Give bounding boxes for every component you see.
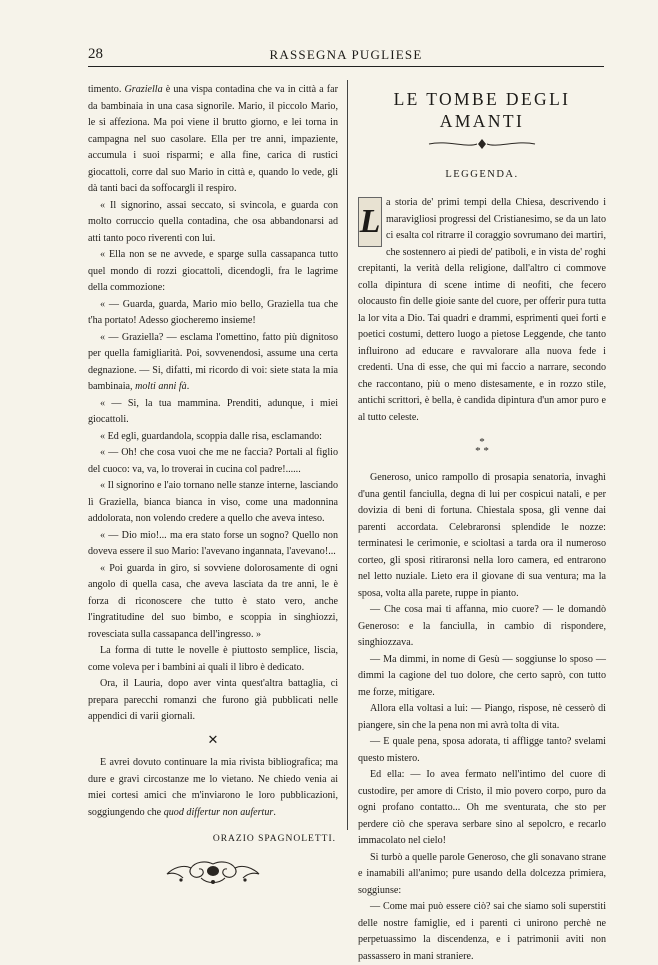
right-paragraph: Generoso, unico rampollo di prosapia senatoria, invaghì d'una gentil fanciulla, degna di lui per cospicui natali, e per dovizia di beni di fortuna. Chiestala sposa, gli venne dai parenti accordata. Celebraronsi splendide le nozze: terminatesi le cerimonie, e scioltasi a tarda ora il numeroso corteo, gli sposi ritiraronsi nella loro camera, ed entrarono nel letto nuziale. Lieto era il giovane di sua ventura; ma la sposa, volta alla parete, ruppe in pianto. [358, 472, 606, 599]
left-paragraph [88, 330, 338, 396]
text-run: timento. [88, 84, 125, 95]
section-separator: ✕ [207, 731, 219, 747]
article-title: LE TOMBE DEGLI AMANTI [393, 89, 571, 131]
left-paragraph: La forma di tutte le novelle è piuttosto semplice, liscia, come voleva per i bambini ai quali il libro è dedicato. [88, 645, 338, 673]
page-number: 28 [88, 46, 103, 62]
italic-text: Graziella [124, 84, 163, 95]
text-run: E avrei dovuto continuare la mia rivista bibliografica; ma dure e gravi circostanze me lo vietano. Ne chiedo venia ai miei cortesi amici che m'inviarono le loro pubblicazioni, soggiungendo che [88, 757, 338, 818]
text-run: . [186, 381, 190, 392]
right-column [358, 82, 606, 965]
left-paragraph: « — Dio mio!... ma era stato forse un sogno? Quello non doveva essere il suo Mario: l'avevano ingannata, l'avevano!... [88, 529, 338, 557]
left-column [88, 82, 338, 894]
left-paragraph: « — Guarda, guarda, Mario mio bello, Graziella tua che t'ha portato! Adesso giocheremo insieme! [88, 298, 338, 326]
asterism-separator [358, 438, 606, 456]
asterism-top: * [479, 436, 485, 448]
running-title: RASSEGNA PUGLIESE [269, 47, 423, 62]
right-paragraph: Allora ella voltasi a lui: — Piango, rispose, nè cesserò di piangere, sin che la pena non mi avrà tolta di vita. [358, 703, 606, 731]
text-run: è una vispa contadina che va in città a far da bambinaia in una casa signorile. Mario, il piccolo Mario, le si affeziona. Ma poi viene il brutto giorno, e lei torna in campagna nel suo casolare. Ella per tre anni, impaziente, accumula i suoi risparmi; e alla fine, carica di rustici giocattoli, corre dal suo Mario in città e, quando lo vede, gli dà tanti baci da soffocargli il respiro. [88, 84, 338, 194]
article-subtitle: LEGGENDA. [445, 168, 519, 180]
left-paragraph: « Poi guarda in giro, si sovviene dolorosamente di ogni angolo di quella casa, che aveva lasciata da tre anni, le è forza di riconoscere che tutto è stato vero, anche l'ingratitudine del suo bimbo, e scoppia in singhiozzi, rovesciata sulla cassapanca dell'ingresso. » [88, 562, 338, 640]
right-paragraph: — Che cosa mai ti affanna, mio cuore? — le domandò Generoso: e la fanciulla, in cambio di rispondere, singhiozzava. [358, 604, 606, 648]
left-paragraph [88, 82, 338, 198]
right-paragraph: — E quale pena, sposa adorata, ti affligge tanto? svelami questo mistero. [358, 736, 606, 764]
right-paragraph: Si turbò a quelle parole Generoso, che gli sonavano strane e inamabili all'animo; pure usando della dolcezza primiera, soggiunse: [358, 851, 606, 896]
author-signature: ORAZIO SPAGNOLETTI. [212, 834, 336, 844]
left-paragraph: « — Oh! che cosa vuoi che me ne faccia? Portali al figlio del cuoco: va, va, lo troverai in cucina col padre!...... [88, 447, 338, 475]
title-flourish-icon [358, 138, 606, 157]
left-paragraph: « Il signorino e l'aio tornano nelle stanze interne, lasciando lì Graziella, bianca bianca in viso, come una madonnina addolorata, non volendo credere a quello che aveva inteso. [88, 480, 338, 524]
italic-text: quod differtur non aufertur [163, 806, 274, 818]
right-paragraph: Ed ella: — Io avea fermato nell'intimo del cuore di custodire, per amore di Cristo, il mio povero corpo, puro da ogni profano contatto... Oh me sventurata, che sto per perdere ciò che sperava serbare sino al sepolcro, e recarlo immacolato nel cielo! [358, 769, 606, 846]
drop-cap: L [358, 197, 382, 247]
right-paragraph: — Ma dimmi, in nome di Gesù — soggiunse lo sposo — dimmi la cagione del tuo dolore, che certo saprò, con tutto me forze, mitigare. [358, 653, 606, 698]
text-run: . [273, 806, 276, 818]
italic-text: molti anni fà [135, 381, 187, 392]
page-header [88, 46, 604, 66]
right-paragraph [358, 195, 606, 426]
fleuron-ornament-icon [88, 858, 338, 895]
column-divider [347, 80, 348, 830]
right-paragraph: — Come mai può essere ciò? sai che siamo soli superstiti delle nostre famiglie, ed i parenti ci unirono perchè ne perpetuassimo la discendenza, e i patrimonii aviti non passassero in mani straniere. [358, 901, 606, 962]
left-paragraph: « — Si, la tua mammina. Prenditi, adunque, i miei giocattoli. [88, 397, 338, 425]
asterism-bottom: * * [475, 445, 489, 457]
header-rule [88, 66, 604, 67]
text-run: a storia de' primi tempi della Chiesa, descrivendo i maravigliosi progressi del Cristianesimo, se da un lato ci esalta col ritrarre il coraggio sovrumano dei martiri, che sostennero ai piedi de' patiboli, e in vista de' roghi crepitanti, la verità della religione, dall'altro ci commove colla dipintura di scene intime di neofiti, che fecero olocausto fin delle gioie sante del cuore, per offerir pura tutta la lor vita a Dio. Tai quadri e drammi, esprimenti quei forti e poetici costumi, dettero luogo a pietose Leggende, che tanto influirono ad educare e ravvalorare alla nuova fede i credenti. Una di esse, che qui mi faccio a narrare, secondo che raccontano, più o meno distesamente, e in rozzo stile, antichi scrittori, è bella, è candida dipintura d'un amor puro e al tutto celeste. [358, 197, 606, 423]
left-paragraph [88, 755, 338, 821]
left-paragraph: « Ed egli, guardandola, scoppia dalle risa, esclamando: [100, 430, 322, 442]
left-paragraph: « Ella non se ne avvede, e sparge sulla cassapanca tutto quel mondo di rozzi giocattoli, dicendogli, fra le lagrime della commozione: [88, 249, 338, 293]
left-paragraph: Ora, il Lauria, dopo aver vinta quest'altra battaglia, ci prepara parecchi romanzi che furono già pubblicati nelle appendici di varii giornali. [88, 678, 338, 722]
text-run: « — Graziella? — esclama l'omettino, fatto più dignitoso per quella famigliarità. Poi, sovvenendosi, assume una certa degnazione. — Si, difatti, mi ricordo di voi: siete stata la mia bambinaia, [88, 331, 338, 392]
left-paragraph: « Il signorino, assai seccato, si svincola, e guarda con molto corruccio quella contadina, che osa abbandonarsi ad atti tanto poco riverenti con lui. [88, 199, 338, 244]
